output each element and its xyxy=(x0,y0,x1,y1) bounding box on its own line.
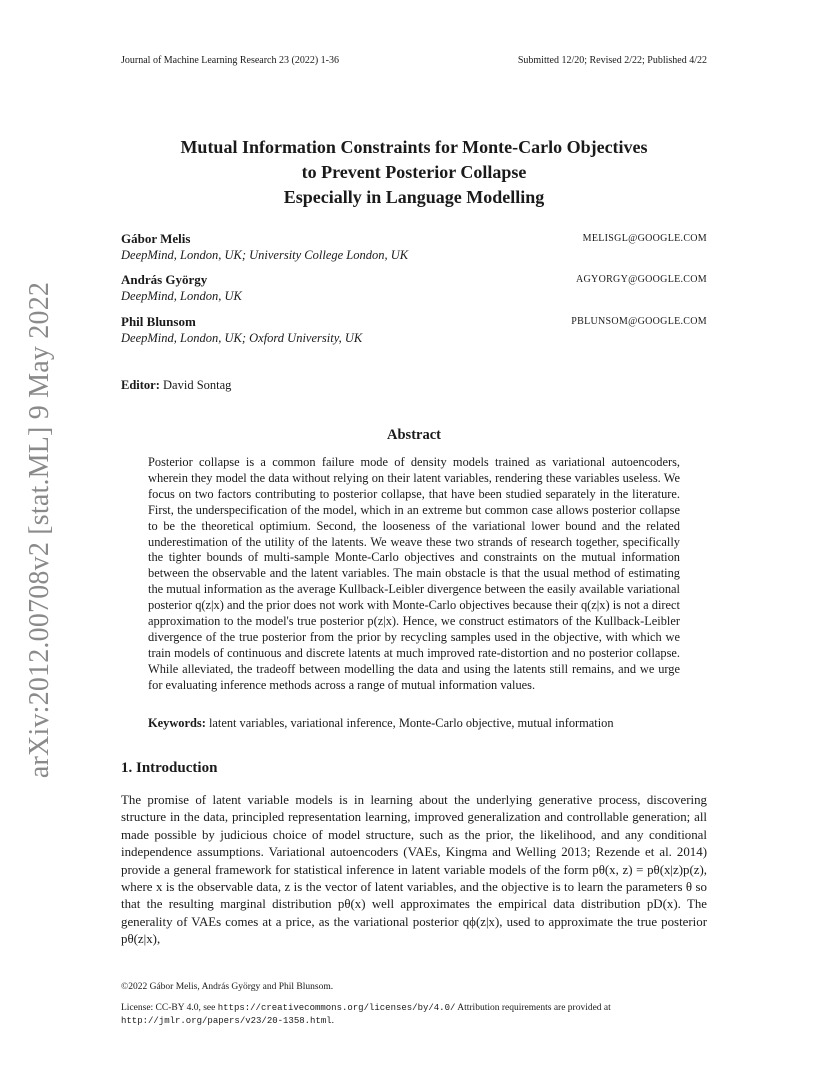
paper-link[interactable]: http://jmlr.org/papers/v23/20-1358.html xyxy=(121,1016,332,1026)
license-mid: Attribution requirements are provided at xyxy=(457,1003,611,1013)
arxiv-stamp: arXiv:2012.00708v2 [stat.ML] 9 May 2022 xyxy=(24,281,55,779)
editor-name: David Sontag xyxy=(163,378,232,392)
keywords-text: latent variables, variational inference, Monte-Carlo objective, mutual information xyxy=(208,716,614,730)
author-name: Phil Blunsom xyxy=(121,314,196,329)
license-footnote xyxy=(121,1002,707,1028)
abstract-body xyxy=(148,455,680,694)
intro-paragraph: The promise of latent variable models is in learning about the underlying generative process, discovering structure in the data, principled representation learning, improved generalization and controllable generation; all made possible by judicious choice of model structure, such as the prior, the likelihood, and any conditional independence assumptions. Variational autoencoders (VAEs, Kingma and Welling 2013; Rezende et al. 2014) provide a general framework for statistical inference in latent variable models of the form pθ(x, z) = pθ(x|z)p(z), where x is the observable data, z is the vector of latent variables, and the objective is to learn the parameters θ so that the resulting marginal distribution pθ(x) well approximates the empirical data distribution pD(x). The generality of VAEs comes at a price, as the variational posterior qϕ(z|x), used to approximate the true posterior pθ(z|x), xyxy=(121,793,707,947)
author-block-3 xyxy=(121,314,707,347)
keywords-line xyxy=(148,716,708,731)
copyright-footnote: ©2022 Gábor Melis, András György and Phil Blunsom. xyxy=(121,982,334,992)
title-line-3: Especially in Language Modelling xyxy=(283,187,545,207)
license-end: . xyxy=(331,1016,335,1026)
keywords-label: Keywords: xyxy=(148,716,206,730)
author-name: Gábor Melis xyxy=(121,231,191,246)
author-affiliation: DeepMind, London, UK; Oxford University, UK xyxy=(121,331,363,345)
editor-line xyxy=(121,378,231,393)
section-heading xyxy=(121,760,217,777)
author-block-1 xyxy=(121,231,707,264)
author-name: András György xyxy=(121,272,208,287)
title-line-1: Mutual Information Constraints for Monte-Carlo Objectives xyxy=(180,137,648,157)
author-block-2 xyxy=(121,272,707,305)
editor-label: Editor: xyxy=(121,378,160,392)
author-email: PBLUNSOM@GOOGLE.COM xyxy=(571,316,707,327)
author-affiliation: DeepMind, London, UK; University College London, UK xyxy=(121,248,409,262)
section-title: Introduction xyxy=(136,760,218,776)
paper-title xyxy=(0,135,828,210)
introduction-body xyxy=(121,792,707,949)
author-affiliation: DeepMind, London, UK xyxy=(121,289,242,303)
section-number: 1. xyxy=(121,760,133,776)
submission-dates: Submitted 12/20; Revised 2/22; Published 4/22 xyxy=(517,55,707,66)
license-prefix: License: CC-BY 4.0, see xyxy=(121,1003,216,1013)
title-line-2: to Prevent Posterior Collapse xyxy=(301,162,527,182)
license-link[interactable]: https://creativecommons.org/licenses/by/4.0/ xyxy=(217,1003,456,1013)
journal-header: Journal of Machine Learning Research 23 (2022) 1-36 xyxy=(121,55,339,66)
abstract-heading: Abstract xyxy=(387,427,441,443)
abstract-text: Posterior collapse is a common failure mode of density models trained as variational autoencoders, wherein they model the data without relying on their latent variables, rendering these variables useless. We focus on two factors contributing to posterior collapse, that have been studied separately in the literature. First, the underspecification of the model, which in an extreme but common case allows posterior collapse to be the theoretical optimium. Second, the looseness of the variational lower bound and the related underestimation of the utility of the latents. We weave these two strands of research together, specifically the tighter bounds of multi-sample Monte-Carlo objectives and constraints on the mutual information between the observable and the latent variables. The main obstacle is that the usual method of estimating the mutual information as the average Kullback-Leibler divergence between the easily available variational posterior q(z|x) and the prior does not work with Monte-Carlo objectives because their q(z|x) is not a direct approximation to the model's true posterior p(z|x). Hence, we construct estimators of the Kullback-Leibler divergence of the true posterior from the prior by recycling samples used in the objective, with which we train models of continuous and discrete latents at much improved rate-distortion and no posterior collapse. While alleviated, the tradeoff between modelling the data and using the latents still remains, and we urge for evaluating inference methods across a range of mutual information values. xyxy=(148,455,680,692)
author-email: AGYORGY@GOOGLE.COM xyxy=(576,274,707,285)
author-email: MELISGL@GOOGLE.COM xyxy=(582,233,707,244)
